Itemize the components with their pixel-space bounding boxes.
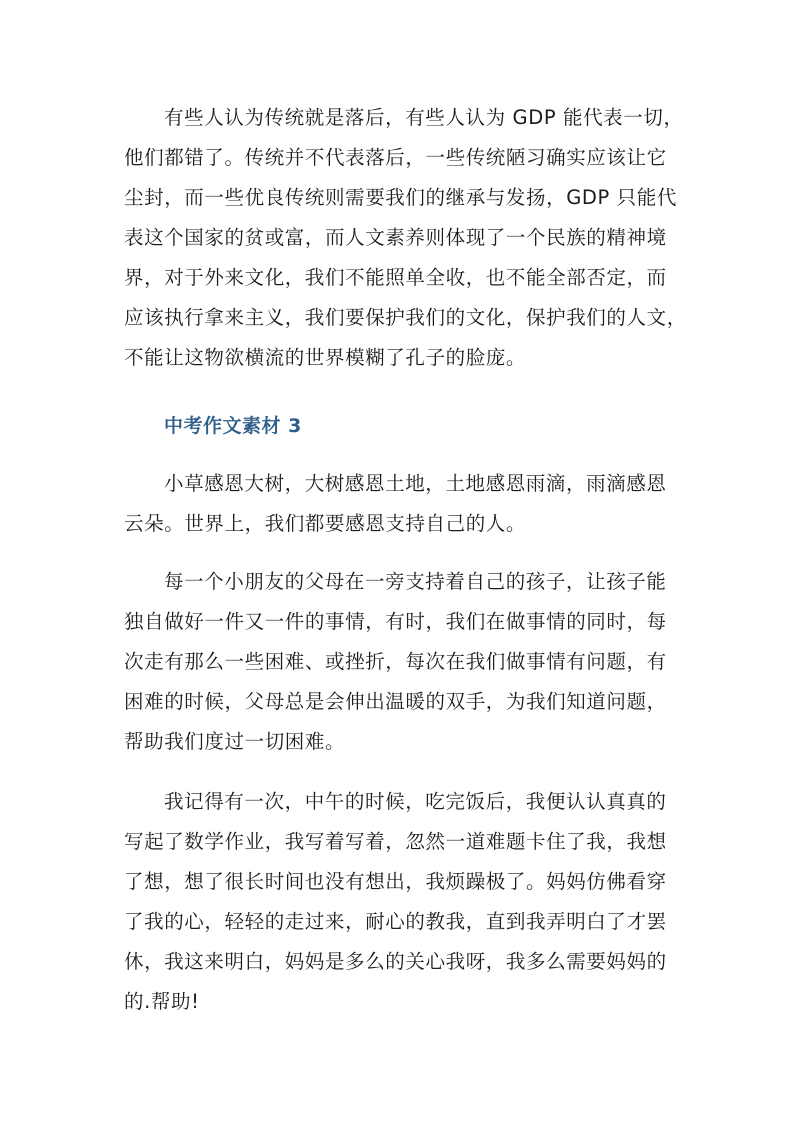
paragraph-line: 云朵。世界上，我们都要感恩支持自己的人。 [124,512,527,535]
paragraph-line: 写起了数学作业，我写着写着，忽然一道难题卡住了我，我想 [124,830,667,853]
paragraph-line: 有些人认为传统就是落后，有些人认为 GDP 能代表一切， [164,106,684,129]
paragraph-line: 应该执行拿来主义，我们要保护我们的文化，保护我们的人文， [124,306,687,329]
paragraph-line: 表这个国家的贫或富，而人文素养则体现了一个民族的精神境 [124,226,667,249]
paragraph-line: 尘封，而一些优良传统则需要我们的继承与发扬，GDP 只能代 [124,186,677,209]
paragraph-line: 独自做好一件又一件的事情，有时，我们在做事情的同时，每 [124,610,667,633]
paragraph-line: 小草感恩大树，大树感恩土地，土地感恩雨滴，雨滴感恩 [164,472,667,495]
paragraph-line: 了我的心，轻轻的走过来，耐心的教我，直到我弄明白了才罢 [124,910,667,933]
paragraph-line: 他们都错了。传统并不代表落后，一些传统陋习确实应该让它 [124,146,667,169]
paragraph-line: 次走有那么一些困难、或挫折，每次在我们做事情有问题，有 [124,650,667,673]
paragraph-line: 每一个小朋友的父母在一旁支持着自己的孩子，让孩子能 [164,570,667,593]
paragraph-line: 困难的时候，父母总是会伸出温暖的双手，为我们知道问题， [124,690,667,713]
paragraph-line: 帮助我们度过一切困难。 [124,730,346,753]
paragraph-line: 我记得有一次，中午的时候，吃完饭后，我便认认真真的 [164,790,667,813]
paragraph-line: 的.帮助! [124,990,200,1013]
paragraph-line: 不能让这物欲横流的世界模糊了孔子的脸庞。 [124,346,527,369]
section-heading: 中考作文素材 3 [164,415,302,437]
paragraph-line: 界，对于外来文化，我们不能照单全收，也不能全部否定，而 [124,266,667,289]
paragraph-line: 休，我这来明白，妈妈是多么的关心我呀，我多么需要妈妈的 [124,950,667,973]
paragraph-line: 了想，想了很长时间也没有想出，我烦躁极了。妈妈仿佛看穿 [124,870,667,893]
